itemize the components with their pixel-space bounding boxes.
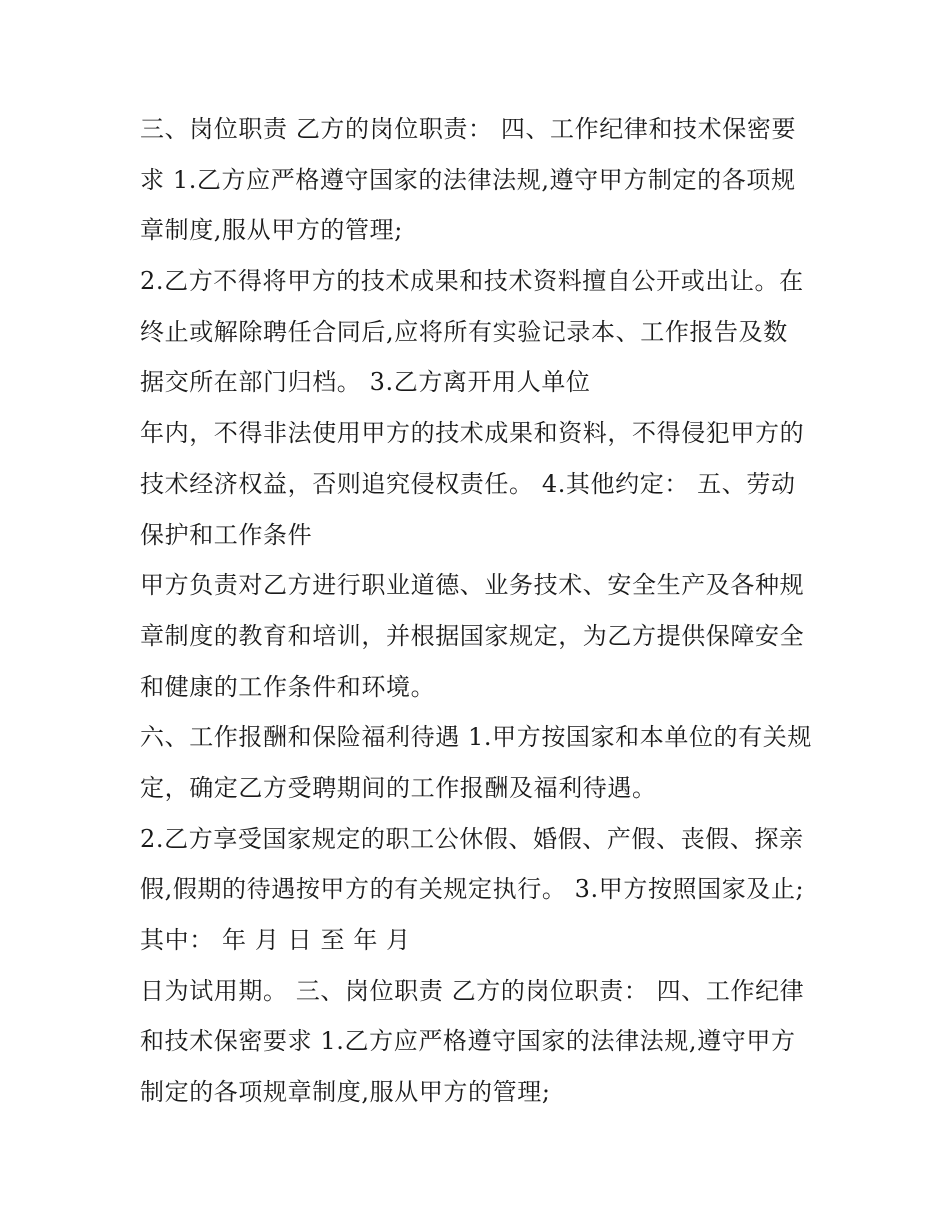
- text-line: 2.乙方享受国家规定的职工公休假、婚假、产假、丧假、探亲: [140, 824, 804, 853]
- text-line: 章制度,服从甲方的管理;: [140, 216, 403, 245]
- text-line: 年内，不得非法使用甲方的技术成果和资料，不得侵犯甲方的: [140, 419, 805, 448]
- text-line: 和健康的工作条件和环境。: [140, 672, 436, 701]
- text-line: 日为试用期。 三、岗位职责 乙方的岗位职责： 四、工作纪律: [140, 976, 805, 1005]
- text-line: 据交所在部门归档。 3.乙方离开用人单位: [140, 368, 591, 397]
- text-line: 保护和工作条件: [140, 520, 313, 549]
- text-line: 技术经济权益，否则追究侵权责任。 4.其他约定： 五、劳动: [140, 469, 796, 498]
- text-line: 其中： 年 月 日 至 年 月: [140, 926, 411, 954]
- text-line: 假,假期的待遇按甲方的有关规定执行。 3.甲方按照国家及止;: [140, 875, 805, 904]
- text-line: 2.乙方不得将甲方的技术成果和技术资料擅自公开或出让。在: [140, 267, 804, 296]
- text-line: 章制度的教育和培训，并根据国家规定，为乙方提供保障安全: [140, 621, 805, 650]
- text-line: 甲方负责对乙方进行职业道德、业务技术、安全生产及各种规: [140, 571, 805, 600]
- text-line: 六、工作报酬和保险福利待遇 1.甲方按国家和本单位的有关规: [140, 723, 812, 752]
- text-line: 制定的各项规章制度,服从甲方的管理;: [140, 1078, 551, 1107]
- document-body: [140, 104, 830, 1118]
- text-line: 和技术保密要求 1.乙方应严格遵守国家的法律法规,遵守甲方: [140, 1027, 796, 1056]
- text-line: 定，确定乙方受聘期间的工作报酬及福利待遇。: [140, 773, 657, 802]
- text-line: 求 1.乙方应严格遵守国家的法律法规,遵守甲方制定的各项规: [140, 165, 796, 194]
- text-line: 三、岗位职责 乙方的岗位职责： 四、工作纪律和技术保密要: [140, 115, 797, 143]
- text-line: 终止或解除聘任合同后,应将所有实验记录本、工作报告及数: [140, 317, 788, 346]
